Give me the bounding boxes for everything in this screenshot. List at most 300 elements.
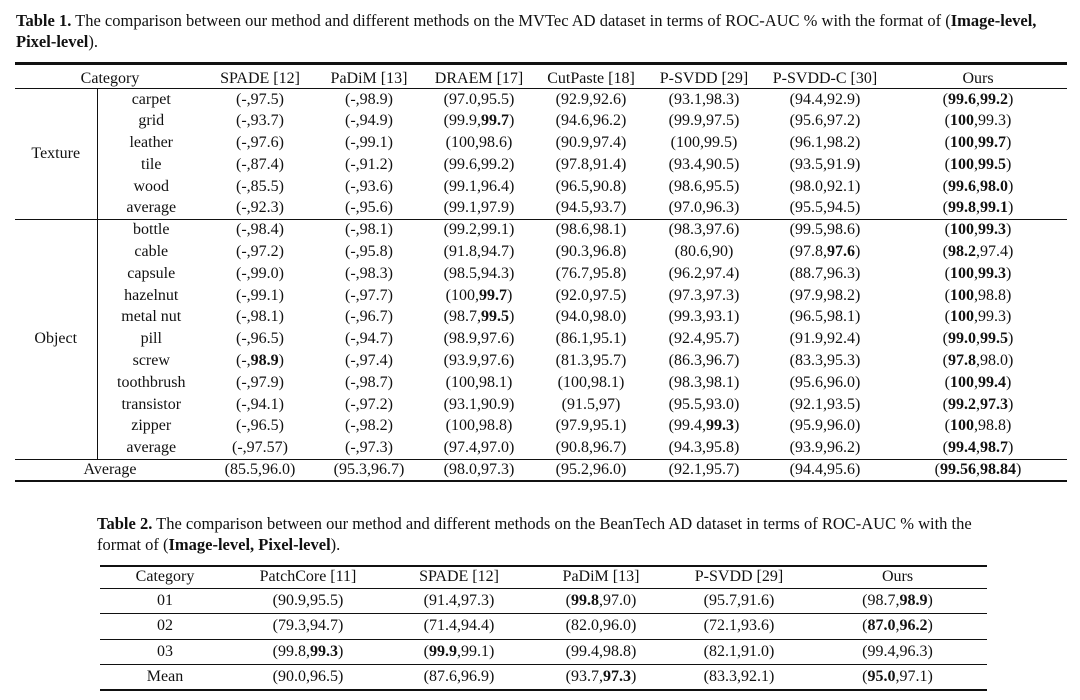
category-label: screw (97, 350, 205, 372)
score-cell: (100,99.3) (889, 219, 1067, 241)
image-level-value: 93.1 (449, 395, 477, 413)
score-cell: (98.3,97.6) (647, 219, 761, 241)
column-header-method: PaDiM [13] (532, 566, 670, 588)
image-level-value: - (350, 199, 356, 217)
pixel-level-value: 98.3 (359, 264, 388, 282)
score-cell: (90.8,96.7) (555, 438, 627, 456)
image-level-value: 93.7 (571, 668, 599, 685)
table-row (15, 394, 1067, 416)
category-label: capsule (97, 263, 205, 285)
table2-header-row (100, 566, 987, 588)
image-level-value: - (350, 286, 356, 304)
score-cell: (97.0,95.5) (443, 90, 515, 108)
score-cell: (93.1,90.9) (443, 395, 515, 413)
pixel-level-value: 97.6 (706, 221, 734, 239)
score-cell: (98.6,98.1) (535, 219, 647, 241)
pixel-level-value: 96.9 (461, 668, 489, 685)
pixel-level-value: 97.0 (481, 438, 509, 456)
image-level-value: 94.5 (561, 199, 589, 217)
score-cell: (96.5,90.8) (555, 177, 627, 195)
pixel-level-value: 98.1 (591, 373, 619, 391)
pixel-level-value: 93.7 (250, 112, 279, 130)
category-label: grid (97, 110, 205, 132)
image-level-value: 94.4 (795, 90, 823, 108)
image-level-value: 100 (451, 417, 475, 435)
image-level-value: 95.2 (561, 460, 589, 478)
pixel-level-value: 98.2 (359, 417, 388, 435)
image-level-value: 97.3 (674, 286, 702, 304)
score-cell: (98.5,94.3) (443, 264, 515, 282)
pixel-level-value: 98.1 (706, 373, 734, 391)
category-label: bottle (97, 219, 205, 241)
image-level-value: 93.9 (795, 438, 823, 456)
image-level-value: 98.6 (674, 177, 702, 195)
score-cell: (99.6,98.0) (942, 177, 1014, 195)
image-level-value: - (350, 351, 356, 369)
score-cell: (97.8,91.4) (555, 155, 627, 173)
pixel-level-value: 97.9 (481, 199, 509, 217)
score-cell: (-,94.9) (345, 112, 393, 130)
score-cell: (88.7,96.3) (789, 264, 861, 282)
category-label: 01 (157, 591, 173, 609)
score-cell: (90.9,97.4) (555, 133, 627, 151)
pixel-level-value: 92.3 (250, 199, 279, 217)
score-cell: (95.5,93.0) (668, 395, 740, 413)
score-cell: (86.3,96.7) (668, 351, 740, 369)
pixel-level-value: 98.84 (980, 460, 1016, 478)
score-cell: (80.6,90) (674, 242, 734, 260)
image-level-value: - (350, 308, 356, 326)
column-header-method: DRAEM [17] (423, 64, 535, 89)
image-level-value: 92.1 (795, 395, 823, 413)
image-level-value: 82.1 (709, 642, 737, 660)
pixel-level-value: 95.7 (593, 351, 621, 369)
pixel-level-value: 95.5 (706, 177, 734, 195)
score-cell: (-,96.5) (236, 417, 284, 435)
pixel-level-value: 97.6 (481, 330, 509, 348)
pixel-level-value: 95.5 (310, 591, 338, 609)
table-row (15, 372, 1067, 394)
column-header-category: Category (100, 566, 230, 588)
image-level-value: 91.9 (795, 330, 823, 348)
image-level-value: 88.7 (795, 264, 823, 282)
image-level-value: 99.4 (674, 417, 702, 435)
pixel-level-value: 95.7 (706, 330, 734, 348)
score-cell: (-,99.0) (236, 264, 284, 282)
pixel-level-value: 97.3 (481, 460, 509, 478)
image-level-value: 100 (950, 112, 974, 130)
score-cell: (99.8,99.3) (230, 639, 386, 665)
pixel-level-value: 98.1 (593, 221, 621, 239)
score-cell: (97.9,95.1) (555, 417, 627, 435)
table-row (15, 197, 1067, 219)
category-label: toothbrush (97, 372, 205, 394)
image-level-value: - (350, 417, 356, 435)
table2-caption-bold: Image-level, Pixel-level (168, 535, 331, 554)
score-cell: (92.1,95.7) (647, 459, 761, 481)
pixel-level-value: 93.6 (741, 617, 769, 635)
image-level-value: 94.0 (561, 308, 589, 326)
image-level-value: 95.6 (795, 373, 823, 391)
image-level-value: 99.6 (948, 90, 976, 108)
pixel-level-value: 98.8 (479, 417, 507, 435)
pixel-level-value: 97.3 (706, 286, 734, 304)
pixel-level-value: 98.4 (250, 221, 279, 239)
image-level-value: 86.3 (674, 351, 702, 369)
image-level-value: - (241, 286, 247, 304)
pixel-level-value: 97.9 (250, 373, 279, 391)
image-level-value: 97.0 (674, 199, 702, 217)
score-cell: (95.2,96.0) (535, 459, 647, 481)
score-cell: (98.0,97.3) (423, 459, 535, 481)
column-header-method: PaDiM [13] (315, 64, 423, 89)
image-level-value: 99.6 (948, 177, 976, 195)
pixel-level-value: 99.2 (481, 155, 509, 173)
image-level-value: 91.4 (429, 591, 457, 609)
pixel-level-value: 96.5 (250, 417, 279, 435)
pixel-level-value: 99.3 (978, 264, 1006, 282)
pixel-level-value: 99.1 (461, 642, 489, 660)
image-level-value: 99.8 (278, 642, 306, 660)
score-cell: (87.0,96.2) (808, 614, 987, 640)
image-level-value: 99.4 (571, 642, 599, 660)
pixel-level-value: 91.4 (593, 155, 621, 173)
image-level-value: 92.0 (561, 286, 589, 304)
image-level-value: - (241, 112, 247, 130)
column-header-method: P-SVDD [29] (670, 566, 808, 588)
pixel-level-value: 97.4 (980, 242, 1008, 260)
score-cell: (-,98.3) (345, 264, 393, 282)
pixel-level-value: 93.7 (593, 199, 621, 217)
category-label: average (97, 437, 205, 459)
score-cell: (82.0,96.0) (532, 614, 670, 640)
image-level-value: 95.7 (709, 591, 737, 609)
score-cell: (85.5,96.0) (205, 459, 315, 481)
table-row (15, 219, 1067, 241)
score-cell: (95.9,96.0) (789, 417, 861, 435)
score-cell: (99.1,96.4) (443, 177, 515, 195)
image-level-value: 95.9 (795, 417, 823, 435)
pixel-level-value: 91.9 (827, 155, 855, 173)
pixel-level-value: 99.5 (481, 308, 509, 326)
pixel-level-value: 94.7 (310, 617, 338, 635)
image-level-value: 100 (950, 286, 974, 304)
score-cell: (100,99.7) (445, 286, 513, 304)
score-cell: (-,99.1) (236, 286, 284, 304)
image-level-value: 96.2 (674, 264, 702, 282)
image-level-value: 83.3 (795, 351, 823, 369)
pixel-level-value: 96.7 (371, 460, 399, 478)
image-level-value: - (350, 112, 356, 130)
image-level-value: 81.3 (561, 351, 589, 369)
score-cell: (96.2,97.4) (668, 264, 740, 282)
pixel-level-value: 98.6 (479, 133, 507, 151)
pixel-level-value: 96.0 (593, 460, 621, 478)
table-row (15, 285, 1067, 307)
image-level-value: 100 (950, 308, 974, 326)
image-level-value: 86.1 (561, 330, 589, 348)
score-cell: (97.9,98.2) (789, 286, 861, 304)
image-level-value: 72.1 (709, 617, 737, 635)
image-level-value: 98.2 (948, 242, 976, 260)
score-cell: (96.1,98.2) (789, 133, 861, 151)
image-level-value: 90.9 (278, 591, 306, 609)
image-level-value: - (350, 438, 356, 456)
image-level-value: 71.4 (429, 617, 457, 635)
score-cell: (92.9,92.6) (555, 90, 627, 108)
score-cell: (100,98.1) (445, 373, 513, 391)
score-cell: (-,93.7) (236, 112, 284, 130)
pixel-level-value: 93.0 (706, 395, 734, 413)
category-label: Mean (100, 665, 230, 691)
score-cell: (91.9,92.4) (789, 330, 861, 348)
table2-caption-text: The comparison between our method and different methods on the BeanTech AD dataset in terms of ROC-AUC % with the format of ( (97, 514, 972, 554)
pixel-level-value: 97.6 (827, 242, 855, 260)
score-cell: (95.5,94.5) (789, 199, 861, 217)
image-level-value: - (241, 221, 247, 239)
image-level-value: 100 (950, 221, 974, 239)
image-level-value: 99.8 (571, 591, 599, 609)
pixel-level-value: 97.4 (593, 133, 621, 151)
pixel-level-value: 96.7 (706, 351, 734, 369)
image-level-value: 79.3 (278, 617, 306, 635)
image-level-value: 96.5 (795, 308, 823, 326)
score-cell: (98.0,92.1) (789, 177, 861, 195)
table2-caption-end: ). (330, 535, 341, 554)
image-level-value: 99.4 (867, 642, 896, 660)
image-level-value: 100 (451, 286, 475, 304)
image-level-value: 98.3 (674, 221, 702, 239)
pixel-level-value: 97.2 (359, 395, 388, 413)
image-level-value: 90.9 (561, 133, 589, 151)
image-level-value: 94.4 (795, 460, 823, 478)
score-cell: (-,96.7) (345, 308, 393, 326)
pixel-level-value: 98.9 (250, 351, 279, 369)
pixel-level-value: 99.5 (704, 133, 732, 151)
table1-caption-text: The comparison between our method and different methods on the MVTec AD dataset in terms of ROC-AUC % with the format of ( (71, 11, 951, 30)
image-level-value: - (241, 133, 247, 151)
score-cell: (99.8,97.0) (565, 591, 637, 609)
image-level-value: 98.3 (674, 373, 702, 391)
image-level-value: 92.4 (674, 330, 702, 348)
pixel-level-value: 98.6 (827, 221, 855, 239)
image-level-value: - (241, 177, 247, 195)
pixel-level-value: 99.5 (978, 155, 1006, 173)
pixel-level-value: 95.8 (706, 438, 734, 456)
score-cell: (-,94.7) (345, 330, 393, 348)
pixel-level-value: 95.3 (827, 351, 855, 369)
category-label: 03 (100, 639, 230, 665)
pixel-level-value: 98.0 (980, 351, 1008, 369)
image-level-value: 95.6 (795, 112, 823, 130)
score-cell: (-,99.1) (345, 133, 393, 151)
score-cell: (-,98.9) (236, 351, 284, 369)
pixel-level-value: 99.7 (978, 133, 1006, 151)
score-cell: (90.3,96.8) (555, 242, 627, 260)
column-header-method: PatchCore [11] (230, 566, 386, 588)
table-row (15, 306, 1067, 328)
image-level-value: 87.0 (867, 617, 896, 635)
score-cell: (-,97.3) (345, 438, 393, 456)
pixel-level-value: 99.1 (359, 133, 388, 151)
pixel-level-value: 97.6 (481, 351, 509, 369)
pixel-level-value: 99.5 (980, 330, 1008, 348)
pixel-level-value: 99.3 (310, 642, 338, 660)
image-level-value: - (241, 242, 247, 260)
score-cell: (92.0,97.5) (555, 286, 627, 304)
pixel-level-value: 99.3 (706, 417, 734, 435)
table2-caption-label: Table 2. (97, 514, 153, 533)
image-level-value: 98.6 (561, 221, 589, 239)
pixel-level-value: 93.6 (359, 177, 388, 195)
pixel-level-value: 99.3 (978, 112, 1006, 130)
score-cell: (92.4,95.7) (668, 330, 740, 348)
pixel-level-value: 99.0 (250, 264, 279, 282)
score-cell: (99.2,99.1) (423, 219, 535, 241)
score-cell: (-,98.4) (205, 219, 315, 241)
image-level-value: 100 (950, 417, 974, 435)
pixel-level-value: 97.1 (899, 668, 928, 685)
image-level-value: 100 (563, 373, 587, 391)
score-cell: (100,99.5) (670, 133, 738, 151)
image-level-value: - (350, 133, 356, 151)
score-cell: (98.7,98.9) (862, 591, 933, 609)
image-level-value: 97.8 (948, 351, 976, 369)
score-cell: (-,97.5) (236, 90, 284, 108)
table1-caption-label: Table 1. (16, 11, 72, 30)
score-cell: (90.0,96.5) (230, 665, 386, 691)
column-header-category: Category (15, 64, 205, 89)
score-cell: (100,98.8) (944, 417, 1012, 435)
pixel-level-value: 85.5 (250, 177, 279, 195)
category-label: average (97, 197, 205, 219)
table-row (15, 415, 1067, 437)
category-label: metal nut (97, 306, 205, 328)
pixel-level-value: 93.5 (827, 395, 855, 413)
table-row (100, 614, 987, 640)
image-level-value: 90.8 (561, 438, 589, 456)
table-row (15, 263, 1067, 285)
score-cell: (83.3,92.1) (670, 665, 808, 691)
pixel-level-value: 91.6 (741, 591, 769, 609)
category-label: pill (97, 328, 205, 350)
score-cell: (100,98.1) (557, 373, 625, 391)
category-label: carpet (97, 89, 205, 111)
column-header-method: SPADE [12] (205, 64, 315, 89)
pixel-level-value: 90 (712, 242, 728, 260)
pixel-level-value: 95.7 (706, 460, 734, 478)
pixel-level-value: 90.8 (593, 177, 621, 195)
table1-caption-end: ). (88, 32, 99, 51)
score-cell: (99.6,99.2) (942, 90, 1014, 108)
pixel-level-value: 97.3 (461, 591, 489, 609)
pixel-level-value: 96.3 (899, 642, 928, 660)
score-cell: (99.4,99.3) (668, 417, 740, 435)
score-cell: (-,97.9) (236, 373, 284, 391)
score-cell: (91.4,97.3) (423, 591, 495, 609)
table-row (15, 132, 1067, 154)
pixel-level-value: 96.0 (262, 460, 290, 478)
score-cell: (98.9,97.6) (443, 330, 515, 348)
pixel-level-value: 92.1 (741, 668, 769, 685)
score-cell: (93.1,98.3) (668, 90, 740, 108)
image-level-value: 98.5 (449, 264, 477, 282)
image-level-value: 99.3 (674, 308, 702, 326)
score-cell: (99.9,97.5) (668, 112, 740, 130)
score-cell: (94.0,98.0) (555, 308, 627, 326)
table1-caption-bold: Image-level, Pixel-level (16, 11, 1037, 51)
image-level-value: - (241, 351, 247, 369)
image-level-value: 97.9 (561, 417, 589, 435)
pixel-level-value: 98.9 (359, 90, 388, 108)
category-label: tile (97, 154, 205, 176)
score-cell: (98.6,95.5) (668, 177, 740, 195)
score-cell: (-,94.1) (236, 395, 284, 413)
table-row (100, 588, 987, 614)
pixel-level-value: 98.8 (978, 286, 1006, 304)
pixel-level-value: 95.1 (593, 330, 621, 348)
pixel-level-value: 98.8 (978, 417, 1006, 435)
score-cell: (95.7,91.6) (703, 591, 775, 609)
image-level-value: 99.2 (449, 221, 477, 239)
score-cell: (81.3,95.7) (555, 351, 627, 369)
image-level-value: 100 (451, 133, 475, 151)
pixel-level-value: 96.7 (359, 308, 388, 326)
image-level-value: 100 (950, 155, 974, 173)
score-cell: (82.1,91.0) (670, 639, 808, 665)
category-label: zipper (97, 415, 205, 437)
image-level-value: 93.5 (795, 155, 823, 173)
score-cell: (99.1,97.9) (443, 199, 515, 217)
category-label: transistor (97, 394, 205, 416)
image-level-value: 100 (451, 373, 475, 391)
score-cell: (100,99.3) (944, 308, 1012, 326)
pixel-level-value: 95.5 (481, 90, 509, 108)
pixel-level-value: 92.9 (827, 90, 855, 108)
pixel-level-value: 99.7 (479, 286, 507, 304)
score-cell: (99.9,99.1) (386, 639, 532, 665)
image-level-value: - (241, 330, 247, 348)
score-cell: (95.0,97.1) (808, 665, 987, 691)
table-row (100, 639, 987, 665)
image-level-value: 97.0 (449, 90, 477, 108)
score-cell: (-,98.1) (236, 308, 284, 326)
pixel-level-value: 96.5 (250, 330, 279, 348)
column-header-method: Ours (808, 566, 987, 588)
score-cell: (95.3,96.7) (315, 459, 423, 481)
pixel-level-value: 97.5 (706, 112, 734, 130)
score-cell: (71.4,94.4) (386, 614, 532, 640)
image-level-value: 82.0 (571, 617, 599, 635)
pixel-level-value: 96.3 (706, 199, 734, 217)
score-cell: (98.7,99.5) (443, 308, 515, 326)
table2-caption (97, 513, 997, 555)
image-level-value: 95.3 (339, 460, 367, 478)
category-label: cable (97, 241, 205, 263)
pixel-level-value: 90.5 (706, 155, 734, 173)
pixel-level-value: 96.0 (603, 617, 631, 635)
pixel-level-value: 97.0 (603, 591, 631, 609)
image-level-value: 80.6 (680, 242, 708, 260)
image-level-value: - (237, 438, 243, 456)
table-row (15, 89, 1067, 111)
image-level-value: 97.8 (795, 242, 823, 260)
pixel-level-value: 96.4 (481, 177, 509, 195)
pixel-level-value: 98.1 (359, 221, 388, 239)
pixel-level-value: 97.3 (359, 438, 388, 456)
image-level-value: 90.3 (561, 242, 589, 260)
mvtec-results-table (15, 62, 1067, 482)
